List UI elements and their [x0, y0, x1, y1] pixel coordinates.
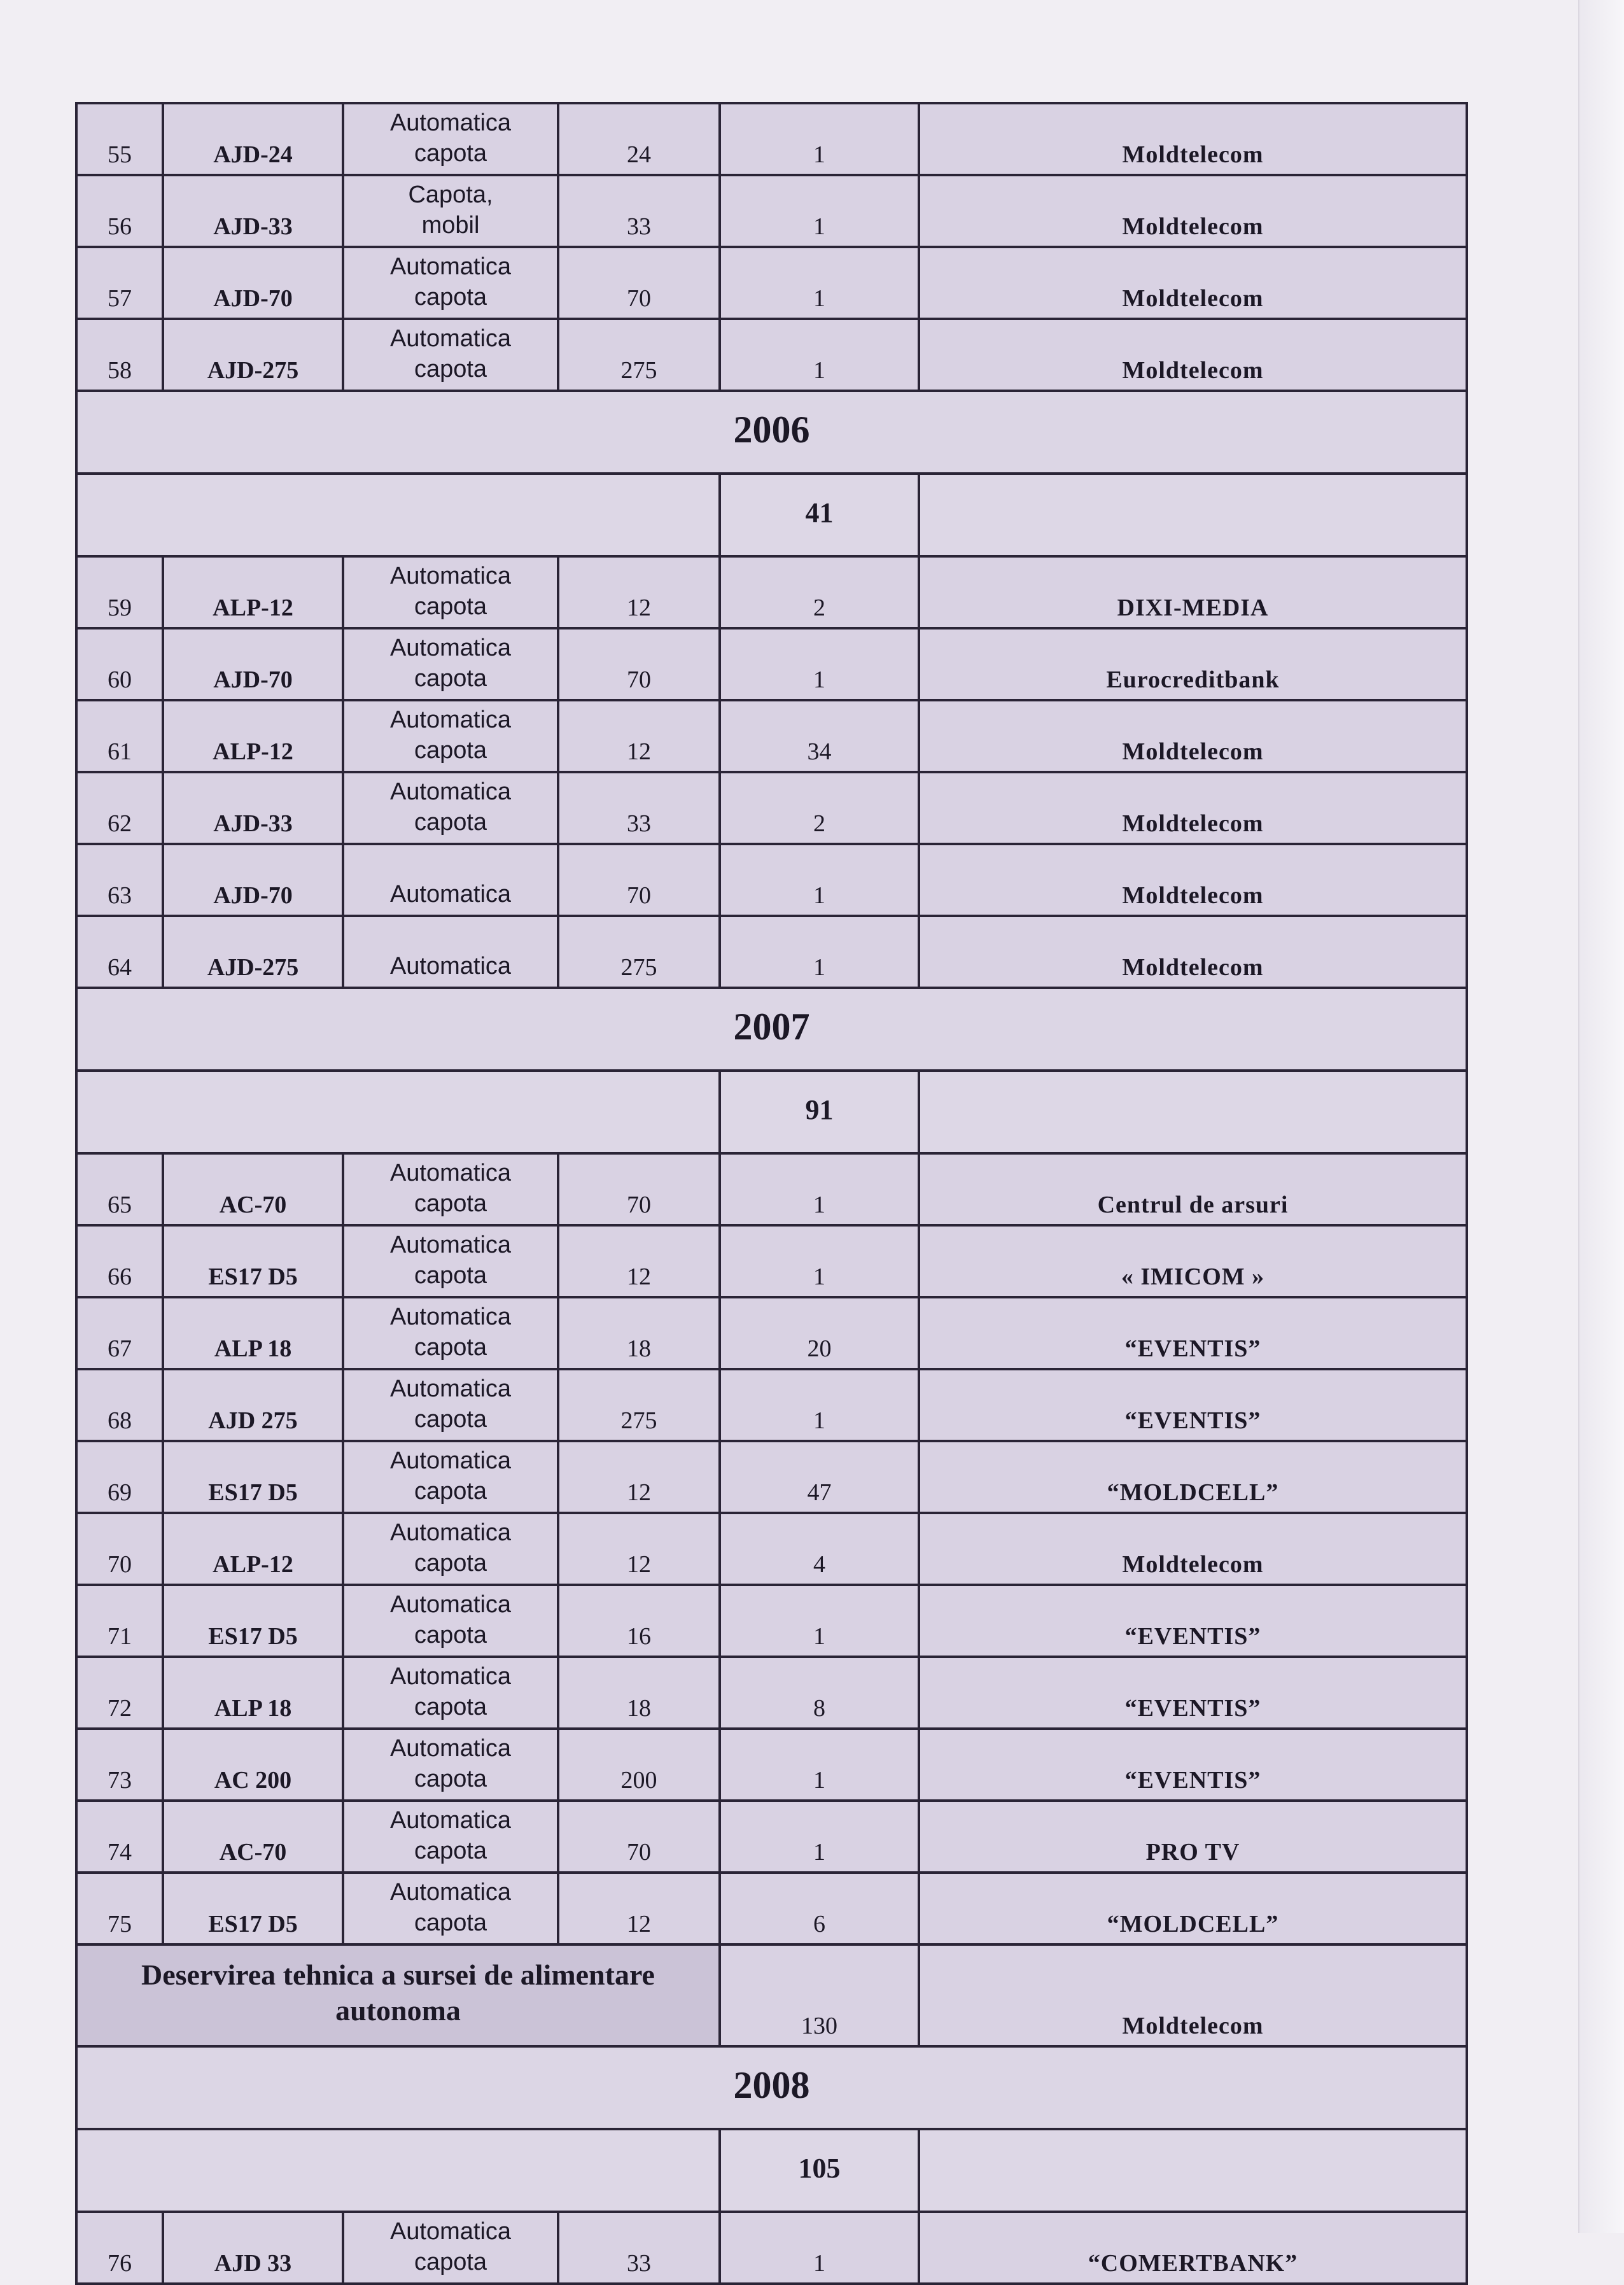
- power-value: 70: [558, 1153, 720, 1225]
- row-number: 57: [76, 247, 163, 319]
- description-line: Automatica: [389, 707, 512, 733]
- table-row: [76, 1873, 1467, 1944]
- client-name: Moldtelecom: [919, 772, 1467, 844]
- table-row: [76, 1297, 1467, 1369]
- year-heading: 2008: [76, 2046, 1467, 2129]
- unit-count: 1: [720, 103, 919, 175]
- description-line: Automatica: [389, 635, 512, 661]
- client-name: Moldtelecom: [919, 1513, 1467, 1585]
- client-name: Moldtelecom: [919, 175, 1467, 247]
- equipment-description: [343, 628, 558, 700]
- description-line: capota: [414, 1766, 487, 1792]
- year-header-row: [76, 2046, 1467, 2129]
- equipment-model: ES17 D5: [163, 1441, 343, 1513]
- client-name: “EVENTIS”: [919, 1657, 1467, 1729]
- year-header-row: [76, 391, 1467, 474]
- description-line: capota: [414, 1838, 487, 1864]
- description-line: Automatica: [389, 1375, 512, 1402]
- equipment-model: ALP 18: [163, 1657, 343, 1729]
- unit-count: 1: [720, 1369, 919, 1441]
- description-line: capota: [414, 356, 487, 383]
- equipment-model: ALP-12: [163, 1513, 343, 1585]
- row-number: 58: [76, 319, 163, 391]
- equipment-model: AC-70: [163, 1801, 343, 1873]
- description-line: Automatica: [389, 1591, 512, 1618]
- service-client: Moldtelecom: [919, 1944, 1467, 2046]
- description-line: mobil: [421, 212, 480, 239]
- power-value: 12: [558, 1513, 720, 1585]
- description-line: capota: [414, 1406, 487, 1433]
- row-number: 72: [76, 1657, 163, 1729]
- row-number: 65: [76, 1153, 163, 1225]
- table-row: [76, 700, 1467, 772]
- year-total-value: 105: [720, 2129, 919, 2212]
- power-value: 275: [558, 916, 720, 988]
- table-row: [76, 1729, 1467, 1801]
- register-body: [76, 103, 1467, 2284]
- equipment-model: ES17 D5: [163, 1873, 343, 1944]
- client-name: “EVENTIS”: [919, 1297, 1467, 1369]
- description-line: Automatica: [389, 778, 512, 805]
- equipment-model: ES17 D5: [163, 1585, 343, 1657]
- description-line: Automatica: [389, 325, 512, 352]
- unit-count: 1: [720, 844, 919, 916]
- table-row: [76, 175, 1467, 247]
- equipment-model: AJD-275: [163, 916, 343, 988]
- equipment-model: ALP 18: [163, 1297, 343, 1369]
- client-name: “COMERTBANK”: [919, 2212, 1467, 2284]
- equipment-model: AJD-70: [163, 844, 343, 916]
- year-total-blank: [76, 474, 720, 556]
- unit-count: 1: [720, 1729, 919, 1801]
- year-total-value: 41: [720, 474, 919, 556]
- unit-count: 2: [720, 772, 919, 844]
- year-total-client-blank: [919, 474, 1467, 556]
- year-total-blank: [76, 1071, 720, 1153]
- equipment-model: AC-70: [163, 1153, 343, 1225]
- year-total-row: [76, 1071, 1467, 1153]
- description-line: Automatica: [389, 953, 512, 980]
- equipment-description: [343, 916, 558, 988]
- power-value: 70: [558, 1801, 720, 1873]
- year-total-value: 91: [720, 1071, 919, 1153]
- power-value: 200: [558, 1729, 720, 1801]
- unit-count: 1: [720, 175, 919, 247]
- unit-count: 1: [720, 1153, 919, 1225]
- power-value: 16: [558, 1585, 720, 1657]
- unit-count: 2: [720, 556, 919, 628]
- row-number: 63: [76, 844, 163, 916]
- year-total-blank: [76, 2129, 720, 2212]
- unit-count: 1: [720, 1225, 919, 1297]
- client-name: “MOLDCELL”: [919, 1441, 1467, 1513]
- equipment-description: [343, 844, 558, 916]
- description-line: Automatica: [389, 563, 512, 589]
- year-total-row: [76, 474, 1467, 556]
- description-line: Automatica: [389, 1519, 512, 1546]
- power-value: 33: [558, 2212, 720, 2284]
- service-row: [76, 1944, 1467, 2046]
- row-number: 60: [76, 628, 163, 700]
- description-line: Automatica: [389, 1735, 512, 1762]
- unit-count: 20: [720, 1297, 919, 1369]
- client-name: Moldtelecom: [919, 103, 1467, 175]
- power-value: 275: [558, 319, 720, 391]
- unit-count: 34: [720, 700, 919, 772]
- client-name: Moldtelecom: [919, 247, 1467, 319]
- table-row: [76, 916, 1467, 988]
- description-line: capota: [414, 140, 487, 167]
- equipment-description: [343, 175, 558, 247]
- client-name: DIXI-MEDIA: [919, 556, 1467, 628]
- power-value: 12: [558, 700, 720, 772]
- equipment-model: ALP-12: [163, 556, 343, 628]
- equipment-description: [343, 1657, 558, 1729]
- power-value: 12: [558, 556, 720, 628]
- equipment-description: [343, 1801, 558, 1873]
- row-number: 70: [76, 1513, 163, 1585]
- unit-count: 6: [720, 1873, 919, 1944]
- description-line: capota: [414, 1334, 487, 1361]
- equipment-model: AJD-33: [163, 175, 343, 247]
- client-name: “EVENTIS”: [919, 1369, 1467, 1441]
- equipment-description: [343, 772, 558, 844]
- row-number: 59: [76, 556, 163, 628]
- table-row: [76, 1369, 1467, 1441]
- equipment-description: [343, 2212, 558, 2284]
- year-total-client-blank: [919, 2129, 1467, 2212]
- row-number: 66: [76, 1225, 163, 1297]
- year-total-client-blank: [919, 1071, 1467, 1153]
- client-name: “MOLDCELL”: [919, 1873, 1467, 1944]
- description-line: Automatica: [389, 1807, 512, 1834]
- table-row: [76, 247, 1467, 319]
- description-line: capota: [414, 1622, 487, 1649]
- power-value: 70: [558, 247, 720, 319]
- equipment-model: AJD-24: [163, 103, 343, 175]
- unit-count: 47: [720, 1441, 919, 1513]
- power-value: 275: [558, 1369, 720, 1441]
- client-name: Eurocreditbank: [919, 628, 1467, 700]
- table-row: [76, 1657, 1467, 1729]
- client-name: Moldtelecom: [919, 844, 1467, 916]
- equipment-description: [343, 1297, 558, 1369]
- power-value: 12: [558, 1225, 720, 1297]
- description-line: capota: [414, 1550, 487, 1577]
- year-heading: 2006: [76, 391, 1467, 474]
- description-line: capota: [414, 2249, 487, 2275]
- equipment-description: [343, 1873, 558, 1944]
- equipment-description: [343, 1225, 558, 1297]
- row-number: 76: [76, 2212, 163, 2284]
- equipment-model: ALP-12: [163, 700, 343, 772]
- year-heading: 2007: [76, 988, 1467, 1071]
- equipment-description: [343, 700, 558, 772]
- description-line: capota: [414, 1190, 487, 1217]
- description-line: Automatica: [389, 1447, 512, 1474]
- description-line: Automatica: [389, 1304, 512, 1330]
- row-number: 71: [76, 1585, 163, 1657]
- table-row: [76, 103, 1467, 175]
- power-value: 33: [558, 772, 720, 844]
- row-number: 68: [76, 1369, 163, 1441]
- equipment-description: [343, 1513, 558, 1585]
- equipment-model: ES17 D5: [163, 1225, 343, 1297]
- equipment-description: [343, 1441, 558, 1513]
- power-value: 18: [558, 1297, 720, 1369]
- row-number: 67: [76, 1297, 163, 1369]
- year-header-row: [76, 988, 1467, 1071]
- description-line: capota: [414, 1694, 487, 1720]
- unit-count: 1: [720, 628, 919, 700]
- unit-count: 1: [720, 1585, 919, 1657]
- description-line: Automatica: [389, 1232, 512, 1258]
- client-name: “EVENTIS”: [919, 1729, 1467, 1801]
- row-number: 64: [76, 916, 163, 988]
- unit-count: 8: [720, 1657, 919, 1729]
- description-line: Automatica: [389, 1663, 512, 1690]
- row-number: 75: [76, 1873, 163, 1944]
- equipment-description: [343, 247, 558, 319]
- table-row: [76, 1801, 1467, 1873]
- unit-count: 4: [720, 1513, 919, 1585]
- table-row: [76, 628, 1467, 700]
- power-value: 12: [558, 1873, 720, 1944]
- power-value: 33: [558, 175, 720, 247]
- equipment-description: [343, 556, 558, 628]
- paper-edge: [1578, 0, 1624, 2233]
- description-line: capota: [414, 665, 487, 692]
- unit-count: 1: [720, 247, 919, 319]
- description-line: Automatica: [389, 109, 512, 136]
- unit-count: 1: [720, 916, 919, 988]
- description-line: capota: [414, 809, 487, 836]
- row-number: 55: [76, 103, 163, 175]
- table-row: [76, 844, 1467, 916]
- equipment-model: AC 200: [163, 1729, 343, 1801]
- client-name: Moldtelecom: [919, 319, 1467, 391]
- table-row: [76, 319, 1467, 391]
- equipment-description: [343, 1585, 558, 1657]
- description-line: Automatica: [389, 881, 512, 908]
- equipment-model: AJD-33: [163, 772, 343, 844]
- row-number: 69: [76, 1441, 163, 1513]
- description-line: capota: [414, 1262, 487, 1289]
- equipment-description: [343, 1729, 558, 1801]
- power-value: 70: [558, 628, 720, 700]
- table-row: [76, 1441, 1467, 1513]
- power-value: 70: [558, 844, 720, 916]
- row-number: 74: [76, 1801, 163, 1873]
- table-row: [76, 772, 1467, 844]
- description-line: Automatica: [389, 1160, 512, 1186]
- client-name: « IMICOM »: [919, 1225, 1467, 1297]
- description-line: Capota,: [408, 181, 493, 208]
- client-name: Moldtelecom: [919, 916, 1467, 988]
- unit-count: 1: [720, 2212, 919, 2284]
- year-total-row: [76, 2129, 1467, 2212]
- table-row: [76, 1225, 1467, 1297]
- table-row: [76, 1153, 1467, 1225]
- description-line: Automatica: [389, 2218, 512, 2245]
- equipment-model: AJD-70: [163, 247, 343, 319]
- equipment-register-table: [75, 102, 1468, 2285]
- unit-count: 1: [720, 1801, 919, 1873]
- client-name: Centrul de arsuri: [919, 1153, 1467, 1225]
- service-title: Deservirea tehnica a sursei de alimentare autonoma: [76, 1944, 720, 2046]
- equipment-description: [343, 103, 558, 175]
- table-row: [76, 556, 1467, 628]
- client-name: PRO TV: [919, 1801, 1467, 1873]
- service-count: 130: [720, 1944, 919, 2046]
- client-name: “EVENTIS”: [919, 1585, 1467, 1657]
- equipment-model: AJD-70: [163, 628, 343, 700]
- unit-count: 1: [720, 319, 919, 391]
- table-row: [76, 1585, 1467, 1657]
- description-line: Automatica: [389, 253, 512, 280]
- power-value: 12: [558, 1441, 720, 1513]
- description-line: Automatica: [389, 1879, 512, 1906]
- equipment-model: AJD 33: [163, 2212, 343, 2284]
- description-line: capota: [414, 1478, 487, 1505]
- equipment-model: AJD 275: [163, 1369, 343, 1441]
- row-number: 73: [76, 1729, 163, 1801]
- row-number: 56: [76, 175, 163, 247]
- description-line: capota: [414, 737, 487, 764]
- table-row: [76, 2212, 1467, 2284]
- power-value: 24: [558, 103, 720, 175]
- description-line: capota: [414, 1909, 487, 1936]
- table-row: [76, 1513, 1467, 1585]
- row-number: 62: [76, 772, 163, 844]
- client-name: Moldtelecom: [919, 700, 1467, 772]
- description-line: capota: [414, 593, 487, 620]
- equipment-description: [343, 1153, 558, 1225]
- equipment-description: [343, 319, 558, 391]
- description-line: capota: [414, 284, 487, 311]
- row-number: 61: [76, 700, 163, 772]
- equipment-description: [343, 1369, 558, 1441]
- power-value: 18: [558, 1657, 720, 1729]
- equipment-model: AJD-275: [163, 319, 343, 391]
